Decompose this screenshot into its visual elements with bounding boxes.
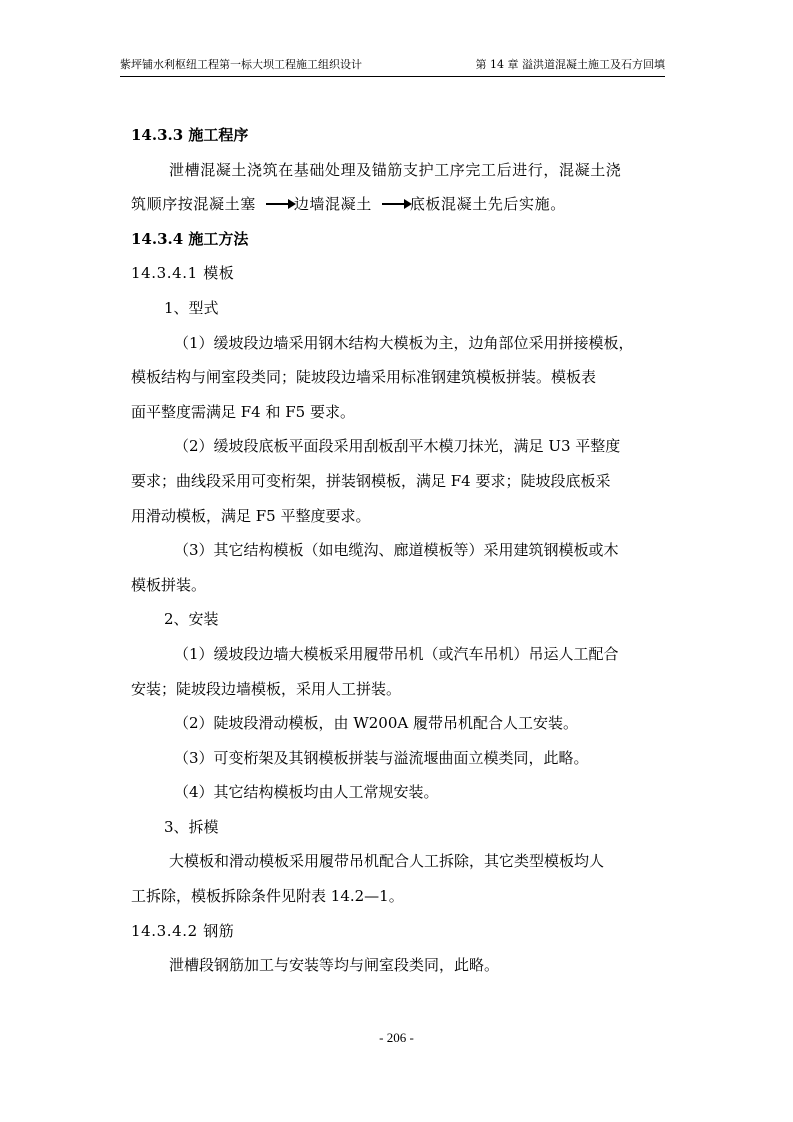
sequence-step-3: 底板混凝土先后实施。 [409,195,566,214]
paragraph-line: 用滑动模板，满足 F5 平整度要求。 [131,506,371,525]
paragraph-line: 要求；曲线段采用可变桁架，拼装钢模板，满足 F4 要求；陡坡段底板采 [131,471,611,490]
header-chapter-title: 第 14 章 溢洪道混凝土施工及石方回填 [475,58,665,71]
paragraph-line: （3）其它结构模板（如电缆沟、廊道模板等）采用建筑钢模板或木 [174,541,619,560]
section-heading-14-3-4: 14.3.4 施工方法 [131,229,249,248]
paragraph-line: 模板结构与闸室段类同；陡坡段边墙采用标准钢建筑模板拼装。模板表 [131,368,597,387]
paragraph-line-sequence [131,187,663,222]
paragraph-line: 模板拼装。 [131,575,207,594]
paragraph-line: 泄槽段钢筋加工与安装等均与闸室段类同，此略。 [169,956,500,975]
subsection-heading-formwork: 14.3.4.1 模板 [131,264,235,283]
sequence-step-1: 筑顺序按混凝土塞 [131,195,256,214]
paragraph-line: （2）陡坡段滑动模板，由 W200A 履带吊机配合人工安装。 [174,714,578,733]
arrow-right-icon [382,203,406,205]
paragraph-line: （4）其它结构模板均由人工常规安装。 [174,783,439,802]
page-number: - 206 - [379,1030,414,1045]
paragraph-line: （2）缓坡段底板平面段采用刮板刮平木模刀抹光，满足 U3 平整度 [174,437,621,456]
document-body [131,118,663,983]
header-document-title: 紫坪铺水利枢纽工程第一标大坝工程施工组织设计 [120,58,362,71]
paragraph-line: 工拆除，模板拆除条件见附表 14.2—1。 [131,887,404,906]
sequence-step-2: 边墙混凝土 [293,195,372,214]
paragraph-line: （3）可变桁架及其钢模板拼装与溢流堰曲面立模类同，此略。 [174,748,589,767]
arrow-right-icon [266,203,290,205]
paragraph-line: 面平整度需满足 F4 和 F5 要求。 [131,402,355,421]
item-heading-type: 1、型式 [164,298,219,317]
paragraph-line: 大模板和滑动模板采用履带吊机配合人工拆除，其它类型模板均人 [169,852,605,871]
paragraph-line: （1）缓坡段边墙采用钢木结构大模板为主，边角部位采用拼接模板， [174,333,634,352]
paragraph-line: 安装；陡坡段边墙模板，采用人工拼装。 [131,679,402,698]
paragraph-line: 泄槽混凝土浇筑在基础处理及锚筋支护工序完工后进行，混凝土浇 [169,160,622,179]
subsection-heading-rebar: 14.3.4.2 钢筋 [131,921,235,940]
item-heading-removal: 3、拆模 [164,817,219,836]
item-heading-installation: 2、安装 [164,610,219,629]
section-heading-14-3-3: 14.3.3 施工程序 [131,126,249,144]
paragraph-line: （1）缓坡段边墙大模板采用履带吊机（或汽车吊机）吊运人工配合 [174,644,619,663]
page-header [120,56,665,77]
